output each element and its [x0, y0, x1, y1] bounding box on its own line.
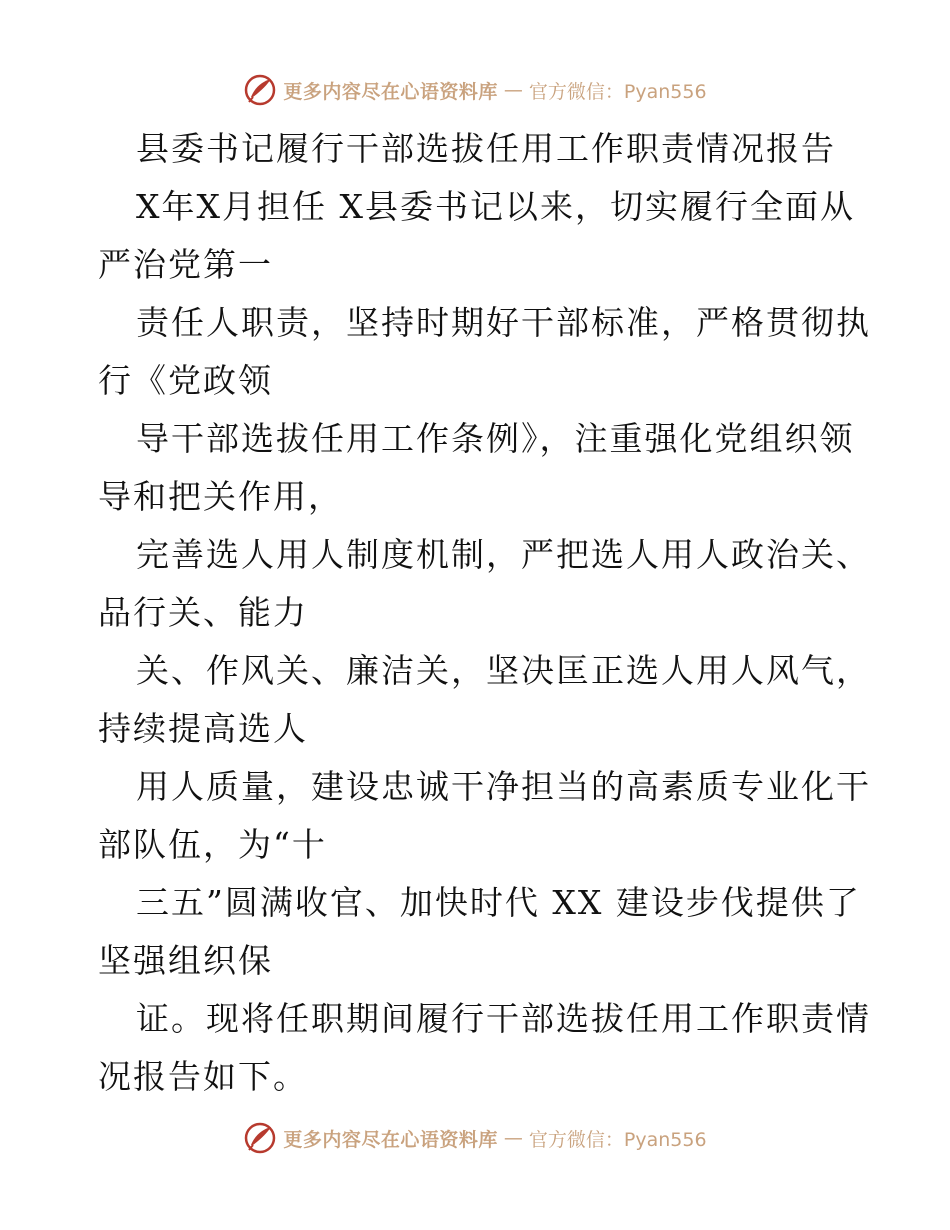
watermark-wechat: 官方微信：Pyan556 — [528, 1128, 707, 1151]
paragraph-line: 完善选人用人制度机制，严把选人用人政治关、 — [136, 535, 871, 574]
watermark-slogan: 更多内容尽在心语资料库 — [283, 80, 498, 103]
paragraph-line: 责任人职责，坚持时期好干部标准，严格贯彻执 — [136, 303, 871, 342]
paragraph-line: 持续提高选人 — [98, 709, 308, 748]
document-title: 县委书记履行干部选拔任用工作职责情况报告 — [136, 129, 836, 168]
paragraph-line: 行《党政领 — [98, 361, 273, 400]
footer-watermark — [0, 1118, 950, 1158]
paragraph-line: 证。现将任职期间履行干部选拔任用工作职责情 — [136, 999, 871, 1038]
paragraph-line: 关、作风关、廉洁关，坚决匡正选人用人风气， — [136, 651, 871, 690]
paragraph-line: 导干部选拔任用工作条例》，注重强化党组织领 — [136, 419, 855, 458]
watermark-wechat: 官方微信：Pyan556 — [528, 80, 707, 103]
feather-pen-logo-icon — [243, 1121, 277, 1155]
watermark-separator: — — [503, 79, 523, 101]
paragraph-line: 坚强组织保 — [98, 941, 273, 980]
document-body — [98, 120, 871, 1106]
watermark-slogan: 更多内容尽在心语资料库 — [283, 1128, 498, 1151]
watermark-separator: — — [503, 1127, 523, 1149]
paragraph-line: 况报告如下。 — [98, 1057, 308, 1096]
header-watermark — [0, 70, 950, 110]
paragraph-line: 品行关、能力 — [98, 593, 308, 632]
paragraph-line: 用人质量，建设忠诚干净担当的高素质专业化干 — [136, 767, 871, 806]
paragraph-line: 严治党第一 — [98, 245, 273, 284]
feather-pen-logo-icon — [243, 73, 277, 107]
paragraph-line: X年X月担任 X县委书记以来，切实履行全面从 — [136, 187, 855, 226]
paragraph-line: 部队伍，为“十 — [98, 825, 327, 864]
paragraph-line: 三五”圆满收官、加快时代 XX 建设步伐提供了 — [136, 883, 861, 922]
paragraph-line: 导和把关作用， — [98, 477, 343, 516]
